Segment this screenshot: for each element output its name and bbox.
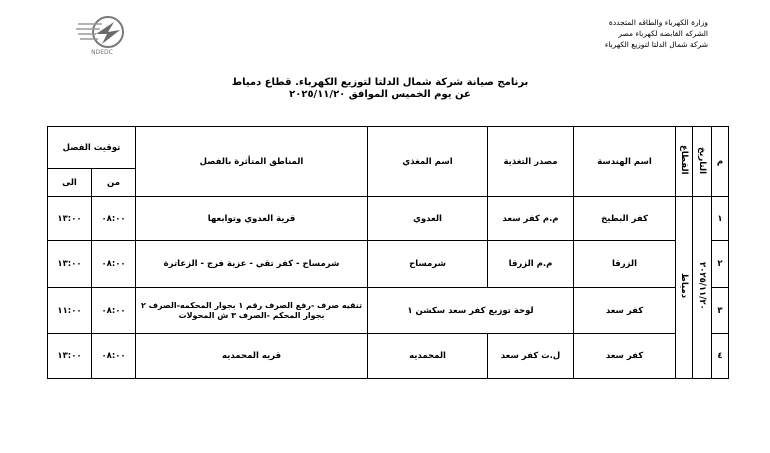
row-feeder: شرمساح <box>368 241 488 288</box>
header-engineering: اسم الهندسة <box>574 127 676 197</box>
row-source: ل.ت كفر سعد <box>488 334 574 379</box>
table-row <box>48 334 729 379</box>
header-areas: المناطق المتأثرة بالفصل <box>136 127 368 197</box>
organization-header <box>508 17 708 50</box>
row-from: ٠٨:٠٠ <box>92 197 136 241</box>
svg-text:NDEDC: NDEDC <box>91 49 113 56</box>
table-row <box>48 288 729 334</box>
row-engineering: كفر سعد <box>574 288 676 334</box>
row-num: ٤ <box>712 334 729 379</box>
row-to: ١١:٠٠ <box>48 288 92 334</box>
header-sector: القطاع <box>676 127 693 197</box>
row-to: ١٣:٠٠ <box>48 241 92 288</box>
title-line-2: عن يوم الخميس الموافق ٢٠٢٥/١١/٢٠ <box>289 89 471 100</box>
row-areas: قريه المحمديه <box>136 334 368 379</box>
row-to: ١٣:٠٠ <box>48 334 92 379</box>
header-to: الى <box>48 169 92 197</box>
header-source: مصدر التغذية <box>488 127 574 197</box>
row-engineering: كفر البطيخ <box>574 197 676 241</box>
row-areas: شرمساح - كفر تقي - عزبة فرج - الزعاترة <box>136 241 368 288</box>
lightning-logo-icon <box>74 14 134 56</box>
row-num: ٣ <box>712 288 729 334</box>
header-date: التاريخ <box>693 127 712 197</box>
row-feeder: العدوي <box>368 197 488 241</box>
table-row <box>48 197 729 241</box>
company-logo <box>74 14 134 56</box>
holding-company-name: الشركه القابضه لكهرباء مصر <box>618 29 708 38</box>
header-row <box>48 127 729 169</box>
header-time: توقيت الفصل <box>48 127 136 169</box>
row-from: ٠٨:٠٠ <box>92 334 136 379</box>
row-to: ١٣:٠٠ <box>48 197 92 241</box>
row-source: م.م كفر سعد <box>488 197 574 241</box>
row-areas: قرية العدوي وتوابعها <box>136 197 368 241</box>
sector-cell: دمياط <box>676 197 693 379</box>
row-source: م.م الزرقا <box>488 241 574 288</box>
maintenance-schedule-table <box>47 126 729 379</box>
date-cell: ٢٠٢٥/١١/٢٠ <box>693 197 712 379</box>
header-num: م <box>712 127 729 197</box>
table-row <box>48 241 729 288</box>
header-from: من <box>92 169 136 197</box>
row-from: ٠٨:٠٠ <box>92 288 136 334</box>
row-from: ٠٨:٠٠ <box>92 241 136 288</box>
row-engineering: كفر سعد <box>574 334 676 379</box>
row-areas: تنقيه صرف -رفع الصرف رقم ١ بجوار المحكمه-الصرف ٢ بجوار المحكم -الصرف ٣ ش المحولات <box>136 288 368 334</box>
company-name: شركة شمال الدلتا لتوزيع الكهرباء <box>604 40 708 49</box>
title-line-1: برنامج صيانة شركة شمال الدلتا لتوزيع الكهرباء. قطاع دمياط <box>231 77 529 88</box>
row-source: لوحة توزيع كفر سعد سكشن ١ <box>368 288 574 334</box>
row-num: ٢ <box>712 241 729 288</box>
row-feeder: المحمديه <box>368 334 488 379</box>
row-num: ١ <box>712 197 729 241</box>
document-title <box>230 77 530 101</box>
row-engineering: الزرقا <box>574 241 676 288</box>
ministry-name: وزارة الكهرباء والطاقه المتجددة <box>608 18 708 27</box>
header-feeder: اسم المغذي <box>368 127 488 197</box>
